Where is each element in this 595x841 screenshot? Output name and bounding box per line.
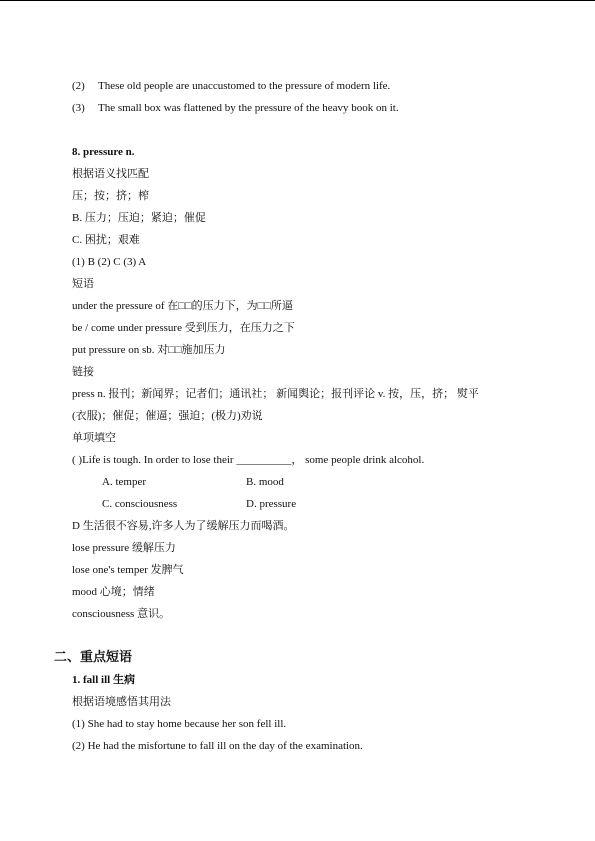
link-line: press n. 报刊；新闻界；记者们；通讯社； 新闻舆论；报刊评论 v. 按，压，挤； 熨平 bbox=[72, 388, 479, 400]
example-line-3 bbox=[72, 101, 399, 115]
example-text: The small box was flattened by the pressure of the heavy book on it. bbox=[98, 102, 399, 114]
note-item: mood 心境；情绪 bbox=[72, 586, 155, 598]
link-title: 链接 bbox=[72, 366, 94, 378]
example-number: (2) bbox=[72, 80, 85, 92]
example-sentence: (1) She had to stay home because her son fell ill. bbox=[72, 718, 287, 730]
option-a: A. temper bbox=[102, 476, 146, 488]
example-text: These old people are unaccustomed to the pressure of modern life. bbox=[98, 80, 391, 92]
phrase-item: put pressure on sb. 对□□施加压力 bbox=[72, 344, 226, 356]
context-title: 根据语境感悟其用法 bbox=[72, 696, 171, 708]
example-line-2 bbox=[72, 79, 390, 93]
answer-explanation: D 生活很不容易,许多人为了缓解压力而喝酒。 bbox=[72, 520, 295, 532]
note-item: consciousness 意识。 bbox=[72, 608, 171, 620]
match-title: 根据语义找匹配 bbox=[72, 168, 149, 180]
answer-key: (1) B (2) C (3) A bbox=[72, 256, 147, 268]
meaning-b: B. 压力；压迫；紧迫；催促 bbox=[72, 212, 206, 224]
option-b: B. mood bbox=[246, 476, 284, 488]
quiz-title: 单项填空 bbox=[72, 432, 116, 444]
phrase-heading: 1. fall ill 生病 bbox=[72, 674, 135, 686]
section-heading: 二、重点短语 bbox=[54, 649, 133, 664]
entry-heading: 8. pressure n. bbox=[72, 146, 135, 158]
example-sentence: (2) He had the misfortune to fall ill on the day of the examination. bbox=[72, 740, 363, 752]
note-item: lose pressure 缓解压力 bbox=[72, 542, 176, 554]
top-border-line bbox=[0, 0, 595, 1]
note-item: lose one's temper 发脾气 bbox=[72, 564, 184, 576]
phrase-item: under the pressure of 在□□的压力下，为□□所逼 bbox=[72, 300, 293, 312]
link-line: (衣服)；催促；催逼；强迫；(极力)劝说 bbox=[72, 410, 263, 422]
quiz-question: ( )Life is tough. In order to lose their __________， some people drink alcohol. bbox=[72, 454, 425, 466]
option-c: C. consciousness bbox=[102, 498, 178, 510]
meaning-a: 压；按；挤；榨 bbox=[72, 190, 149, 202]
phrase-item: be / come under pressure 受到压力，在压力之下 bbox=[72, 322, 295, 334]
phrases-title: 短语 bbox=[72, 278, 94, 290]
meaning-c: C. 困扰；艰难 bbox=[72, 234, 140, 246]
option-d: D. pressure bbox=[246, 498, 297, 510]
example-number: (3) bbox=[72, 102, 85, 114]
